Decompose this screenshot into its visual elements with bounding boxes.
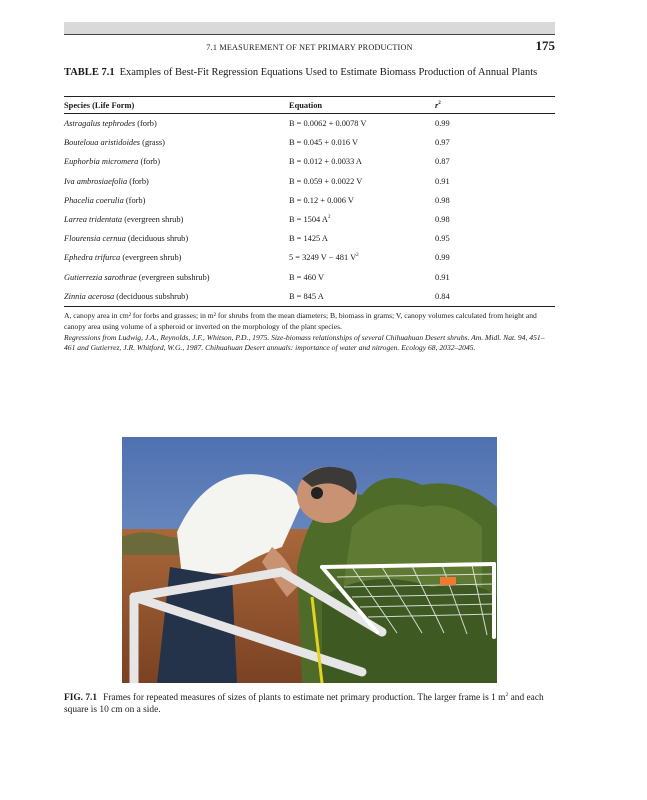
table-header-row — [64, 97, 555, 114]
species-name: Larrea tridentata — [64, 215, 123, 225]
r2-cell: 0.84 — [435, 287, 555, 307]
equation: B = 1425 A — [289, 234, 328, 244]
r2-cell: 0.87 — [435, 157, 450, 167]
equation-cell — [289, 210, 435, 229]
equation-cell — [289, 287, 435, 307]
species-cell — [64, 210, 289, 229]
r2-cell: 0.99 — [435, 119, 450, 129]
species-cell — [64, 172, 289, 191]
species-name: Ephedra trifurca — [64, 253, 121, 263]
species-name: Zinnia acerosa — [64, 291, 115, 301]
life-form: (evergreen shrub) — [124, 215, 184, 225]
regression-table — [64, 96, 555, 307]
table-row — [64, 210, 555, 229]
equation: B = 0.12 + 0.006 V — [289, 195, 354, 205]
species-name: Flourensia cernua — [64, 234, 126, 244]
life-form: (evergreen subshrub) — [138, 272, 210, 282]
life-form: (grass) — [142, 138, 165, 148]
species-name: Gutierrezia sarothrae — [64, 272, 137, 282]
species-cell — [64, 248, 289, 267]
life-form: (evergreen shrub) — [122, 253, 182, 263]
r2-cell: 0.91 — [435, 272, 450, 282]
table-footnote: A, canopy area in cm² for forbs and grasses; in m² for shrubs from the mean diameters; B, biomass in grams; V, canopy volumes calculated from height and canopy area using volume of a spheroid or inverted on the morphology of the plant species. — [64, 311, 537, 331]
r2-cell: 0.95 — [435, 234, 450, 244]
life-form: (deciduous shrub) — [127, 234, 189, 244]
species-name: Iva ambrosiaefolia — [64, 176, 128, 186]
table-row — [64, 152, 555, 171]
species-cell — [64, 152, 289, 171]
table-notes — [64, 311, 555, 354]
header-bar — [64, 22, 555, 34]
table-row — [64, 248, 555, 267]
r2-cell: 0.97 — [435, 138, 450, 148]
equation-cell — [289, 172, 435, 191]
species-cell — [64, 133, 289, 152]
table-row — [64, 229, 555, 248]
species-name: Euphorbia micromera — [64, 157, 139, 167]
equation: B = 0.012 + 0.0033 A — [289, 157, 362, 167]
page-number: 175 — [535, 38, 555, 53]
equation-cell — [289, 114, 435, 134]
life-form: (deciduous subshrub) — [116, 291, 189, 301]
exponent: 2 — [356, 253, 359, 259]
equation: B = 460 V — [289, 272, 325, 282]
equation: B = 845 A — [289, 291, 324, 301]
table-source: Regressions from Ludwig, J.A., Reynolds, J.F., Whitson, P.D., 1975. Size-biomass relationships of several Chihuahuan Desert shrubs. Am. Midl. Nat. 94, 451–461 and Gutierrez, J.R. Whitford, W.G., 1987. Chihuahuan Desert annuals: importance of water and nitrogen. Ecology 68, 2032–2045. — [64, 332, 545, 353]
species-cell — [64, 114, 289, 134]
life-form: (forb) — [129, 176, 149, 186]
life-form: (forb) — [137, 119, 157, 129]
species-cell — [64, 229, 289, 248]
table-row — [64, 287, 555, 307]
figure-label: FIG. 7.1 — [64, 693, 98, 703]
table-caption — [64, 67, 555, 79]
figure-caption-text-end: and each square is 10 cm on a side. — [64, 693, 544, 715]
equation: B = 1504 A — [289, 215, 328, 225]
column-header: Species (Life Form) — [64, 97, 289, 114]
equation-cell — [289, 229, 435, 248]
table-row — [64, 268, 555, 287]
species-name: Astragalus tephrodes — [64, 119, 136, 129]
species-name: Phacelia coerulia — [64, 195, 124, 205]
equation: B = 0.045 + 0.016 V — [289, 138, 359, 148]
column-header: Equation — [289, 97, 435, 114]
figure-caption: FIG. 7.1 Frames for repeated measures of sizes of plants to estimate net primary production. The larger frame is 1 $m^2$ and each square is 10 cm on a side. — [64, 691, 544, 715]
r2-cell: 0.99 — [435, 253, 450, 263]
life-form: (forb) — [140, 157, 160, 167]
field-photo — [122, 437, 497, 683]
species-cell — [64, 191, 289, 210]
species-cell — [64, 287, 289, 307]
table-row — [64, 191, 555, 210]
equation-cell — [289, 191, 435, 210]
r2-cell: 0.91 — [435, 176, 450, 186]
equation-cell — [289, 268, 435, 287]
equation-cell — [289, 248, 435, 267]
header-rule — [64, 34, 555, 35]
running-header — [64, 38, 555, 56]
r2-cell: 0.98 — [435, 215, 450, 225]
equation: B = 0.0062 + 0.0078 V — [289, 119, 367, 129]
equation: 5 = 3249 V − 481 V — [289, 253, 357, 263]
table-title: Examples of Best-Fit Regression Equations Used to Estimate Biomass Production of Annual Plants — [119, 67, 538, 78]
table-label: TABLE 7.1 — [64, 67, 115, 78]
table-row — [64, 114, 555, 134]
equation-cell — [289, 133, 435, 152]
life-form: (forb) — [125, 195, 146, 205]
figure-caption-text: Frames for repeated measures of sizes of plants to estimate net primary production. The larger frame is 1 m — [103, 693, 506, 703]
column-header: $r^2$ — [435, 97, 555, 114]
table-row — [64, 133, 555, 152]
section-title: 7.1 MEASUREMENT OF NET PRIMARY PRODUCTION — [206, 43, 413, 52]
equation-cell — [289, 152, 435, 171]
species-cell — [64, 268, 289, 287]
equation: B = 0.059 + 0.0022 V — [289, 176, 363, 186]
exponent: 2 — [327, 215, 331, 221]
r2-cell: 0.98 — [435, 195, 450, 205]
species-name: Bouteloua aristidoides — [64, 138, 141, 148]
table-row — [64, 172, 555, 191]
